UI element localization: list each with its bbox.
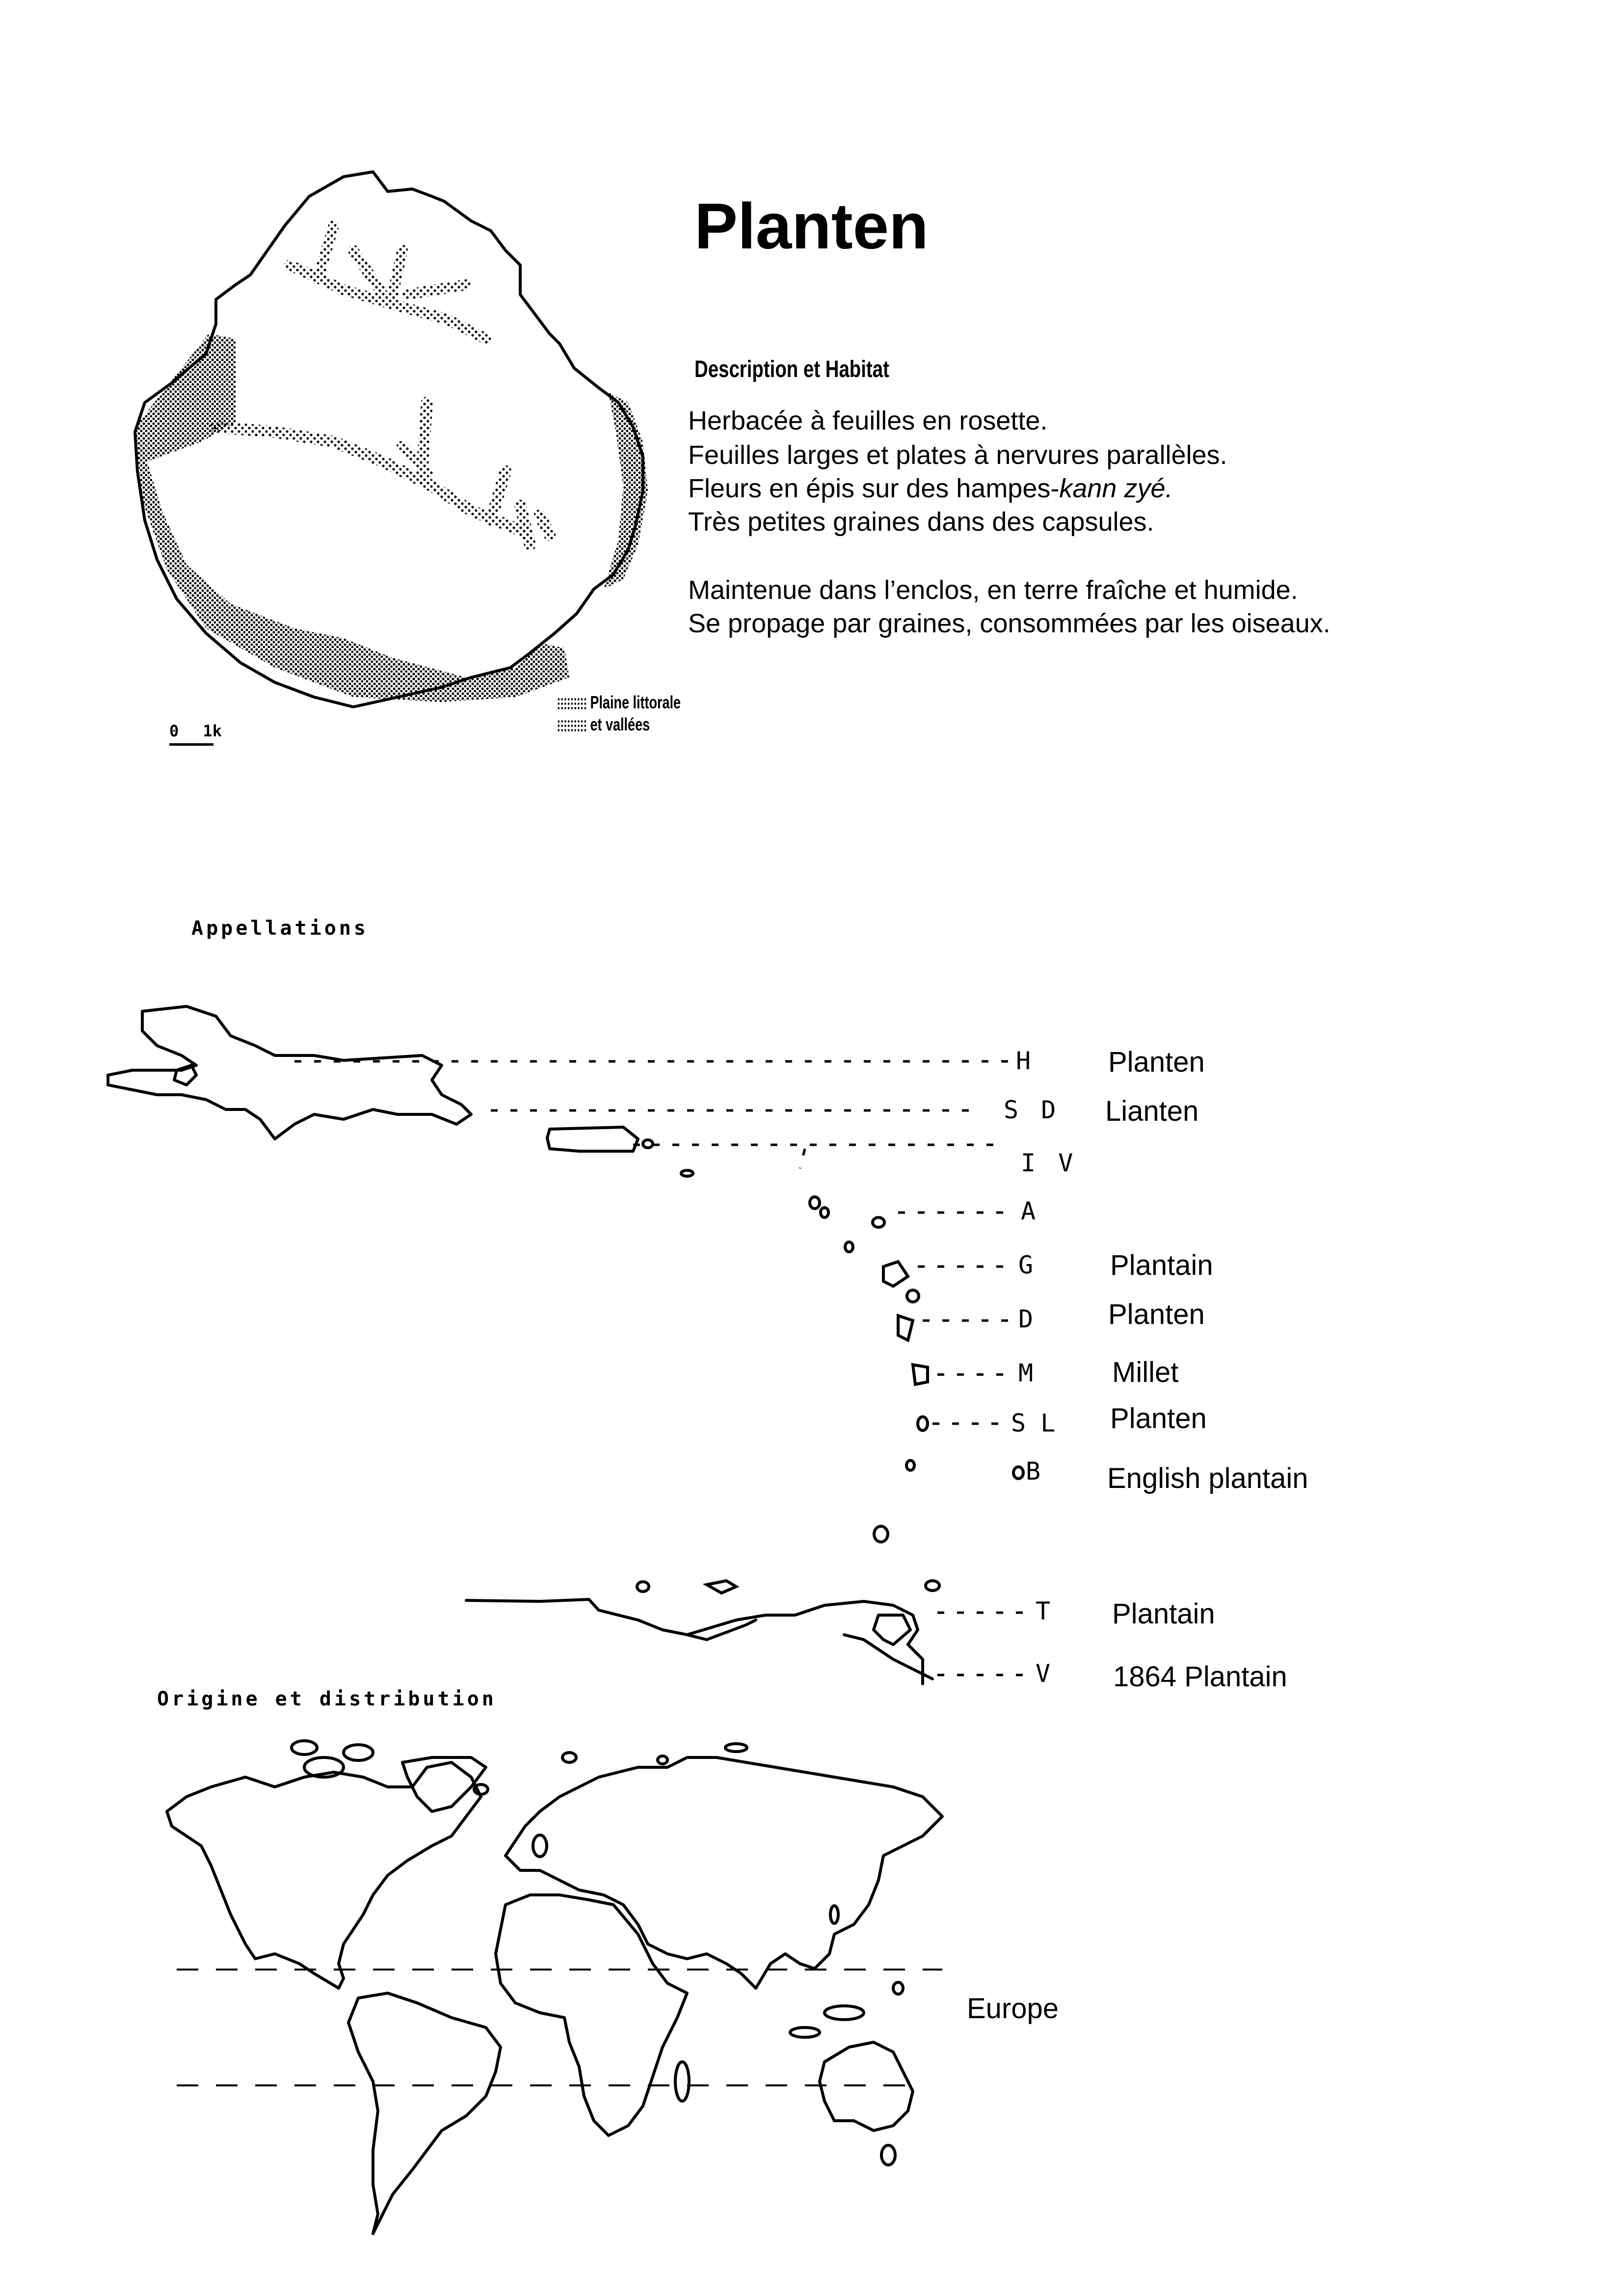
- name-t: Plantain: [1112, 1598, 1215, 1630]
- legend-label-plain: Plaine littorale: [590, 692, 681, 712]
- flowers-text: Fleurs en épis sur des hampes-: [688, 474, 1060, 503]
- eurasia-outline: [506, 1757, 942, 1988]
- scale-zero: 0: [169, 722, 179, 740]
- name-h: Planten: [1108, 1046, 1205, 1078]
- code-b: B: [1026, 1457, 1041, 1486]
- code-g: G: [1018, 1251, 1034, 1279]
- legend-label-valleys: et vallées: [590, 714, 650, 734]
- description-heading: Description et Habitat: [694, 356, 889, 382]
- code-sd: S D: [1004, 1096, 1060, 1124]
- code-t: T: [1036, 1597, 1051, 1625]
- code-a: A: [1021, 1197, 1036, 1225]
- name-g: Plantain: [1110, 1249, 1213, 1281]
- code-sl: S L: [1011, 1409, 1056, 1437]
- south-america-outline: [348, 1993, 501, 2234]
- distribution-region: Europe: [967, 1993, 1059, 2025]
- habitat-line: Se propage par graines, consommées par les oiseaux.: [688, 609, 1330, 638]
- madagascar-outline: [675, 2062, 689, 2101]
- code-h: H: [1016, 1047, 1031, 1075]
- code-v: V: [1036, 1659, 1051, 1688]
- description-line: Feuilles larges et plates à nervures parallèles.: [688, 440, 1227, 470]
- description-line: Très petites graines dans des capsules.: [688, 507, 1154, 537]
- code-m: M: [1018, 1359, 1034, 1387]
- appellations-heading: Appellations: [191, 917, 369, 940]
- name-v: 1864 Plantain: [1113, 1661, 1287, 1693]
- name-m: Millet: [1112, 1356, 1179, 1388]
- habitat-line: Maintenue dans l’enclos, en terre fraîche et humide.: [688, 575, 1298, 605]
- origin-heading: Origine et distribution: [157, 1688, 497, 1710]
- page-title: Planten: [694, 190, 929, 262]
- name-sd: Lianten: [1105, 1095, 1199, 1127]
- north-america-outline: [167, 1762, 481, 1988]
- description-line: Herbacée à feuilles en rosette.: [688, 406, 1048, 435]
- name-d: Planten: [1108, 1298, 1205, 1330]
- name-b: English plantain: [1107, 1462, 1308, 1494]
- world-islands: [292, 1741, 903, 2165]
- flowers-italic-term: kann zyé.: [1059, 474, 1173, 503]
- scale-unit: 1k: [203, 722, 222, 740]
- code-iv: I V: [1021, 1149, 1077, 1177]
- africa-outline: [496, 1895, 687, 2135]
- code-d: D: [1018, 1305, 1034, 1333]
- name-sl: Planten: [1110, 1403, 1207, 1434]
